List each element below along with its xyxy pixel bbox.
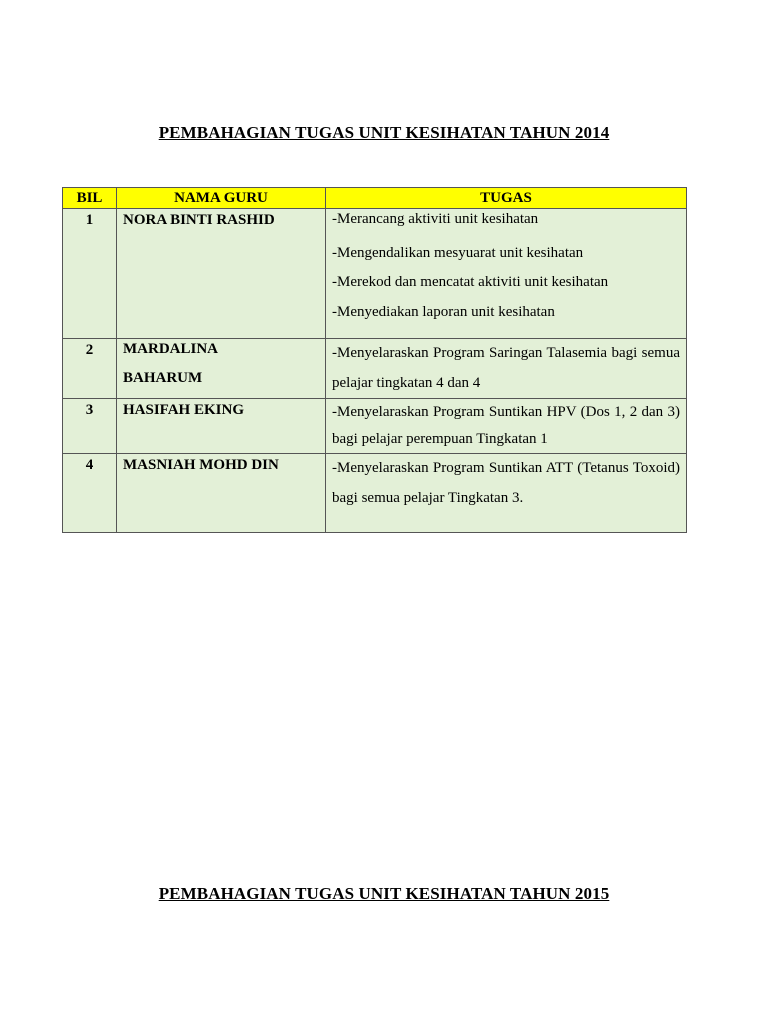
table-row [63,399,687,454]
row-bil: 2 [63,339,117,399]
tugas-line: -Mengendalikan mesyuarat unit kesihatan [332,244,584,261]
table-header-row [63,188,687,209]
header-nama-guru: NAMA GURU [117,188,326,209]
page-title-2014: PEMBAHAGIAN TUGAS UNIT KESIHATAN TAHUN 2014 [158,123,610,142]
row-nama [117,209,326,339]
row-tugas [326,454,687,533]
tugas-line: -Menyelaraskan Program Suntikan ATT (Tetanus Toxoid) bagi semua pelajar Tingkatan 3. [332,460,680,506]
row-bil: 4 [63,454,117,533]
row-nama [117,399,326,454]
header-tugas: TUGAS [326,188,687,209]
table-row [63,454,687,533]
tugas-line: -Merancang aktiviti unit kesihatan [332,211,539,227]
row-bil: 1 [63,209,117,339]
page-title-2015: PEMBAHAGIAN TUGAS UNIT KESIHATAN TAHUN 2015 [158,884,610,903]
duty-table [62,187,687,533]
row-bil: 3 [63,399,117,454]
tugas-line: -Menyediakan laporan unit kesihatan [332,303,555,320]
tugas-line: -Menyelaraskan Program Saringan Talasemia bagi semua pelajar tingkatan 4 dan 4 [332,345,680,391]
nama-line: BAHARUM [123,370,203,386]
header-bil: BIL [63,188,117,209]
row-nama [117,454,326,533]
row-tugas [326,339,687,399]
nama-line: HASIFAH EKING [123,402,244,418]
row-nama [117,339,326,399]
table-row [63,339,687,399]
nama-line: NORA BINTI RASHID [123,212,275,228]
tugas-line: -Merekod dan mencatat aktiviti unit kesihatan [332,274,609,290]
table-row [63,209,687,339]
nama-line: MARDALINA [123,341,218,357]
tugas-line: -Menyelaraskan Program Suntikan HPV (Dos 1, 2 dan 3) bagi pelajar perempuan Tingkatan 1 [332,404,680,447]
row-tugas [326,209,687,339]
row-tugas [326,399,687,454]
nama-line: MASNIAH MOHD DIN [123,457,279,473]
